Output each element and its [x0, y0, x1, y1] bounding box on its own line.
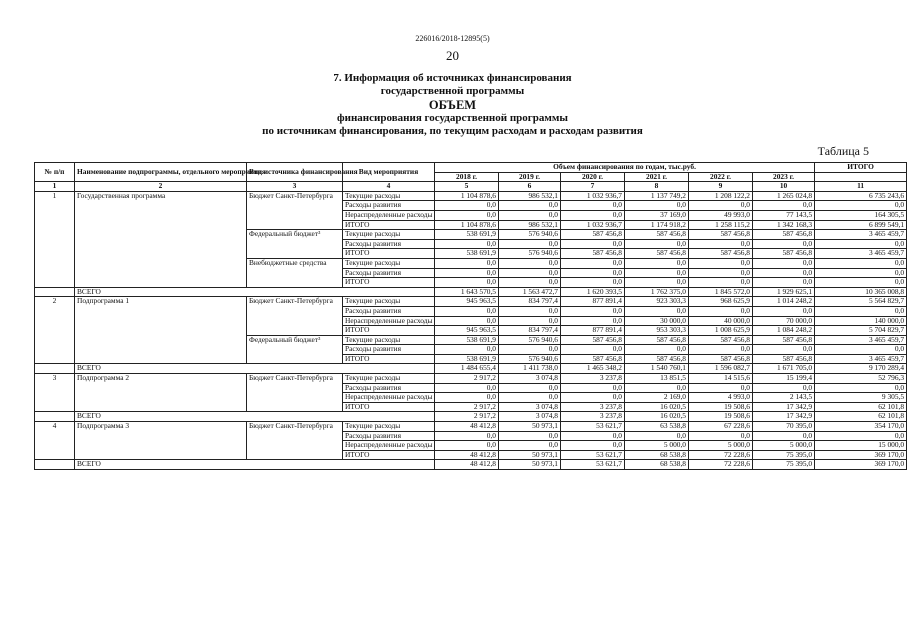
value-cell: 70 000,0 [753, 316, 815, 326]
value-cell: 0,0 [753, 431, 815, 441]
value-cell: 2 143,5 [753, 393, 815, 403]
table-row [35, 422, 907, 432]
value-cell: 0,0 [753, 258, 815, 268]
value-cell: 0,0 [753, 201, 815, 211]
value-cell: 0,0 [435, 431, 499, 441]
section-number: 4 [35, 422, 75, 460]
value-cell: 0,0 [689, 278, 753, 288]
total-value-cell: 75 395,0 [753, 460, 815, 470]
column-index-row [35, 182, 907, 192]
value-cell: 72 228,6 [689, 450, 753, 460]
value-cell: 587 456,8 [689, 354, 753, 364]
value-cell: 75 395,0 [753, 450, 815, 460]
value-cell: 1 137 749,2 [625, 191, 689, 201]
value-cell: 877 891,4 [561, 326, 625, 336]
column-index: 1 [35, 182, 75, 192]
value-cell: 14 515,6 [689, 374, 753, 384]
total-value-cell: 1 465 348,2 [561, 364, 625, 374]
value-cell: 1 008 625,9 [689, 326, 753, 336]
header-row-1 [35, 163, 907, 173]
header-year: 2019 г. [499, 172, 561, 182]
value-cell: 0,0 [689, 383, 753, 393]
header-activity: Вид мероприятия [343, 163, 435, 182]
total-value-cell: 1 596 082,7 [689, 364, 753, 374]
total-label: ВСЕГО [75, 412, 435, 422]
activity-type: Текущие расходы [343, 230, 435, 240]
value-cell: 1 032 936,7 [561, 191, 625, 201]
value-cell: 0,0 [435, 239, 499, 249]
value-cell: 834 797,4 [499, 326, 561, 336]
value-cell: 945 963,5 [435, 326, 499, 336]
value-cell: 3 074,8 [499, 374, 561, 384]
value-cell: 0,0 [625, 239, 689, 249]
header-num: № п/п [35, 163, 75, 182]
value-cell: 587 456,8 [625, 230, 689, 240]
value-cell: 70 395,0 [753, 422, 815, 432]
value-cell: 968 625,9 [689, 297, 753, 307]
value-cell: 0,0 [815, 268, 907, 278]
header-volume: Объем финансирования по годам, тыс.руб. [435, 163, 815, 173]
value-cell: 6 735 243,6 [815, 191, 907, 201]
value-cell: 0,0 [689, 306, 753, 316]
value-cell: 0,0 [561, 431, 625, 441]
value-cell: 63 538,8 [625, 422, 689, 432]
value-cell: 0,0 [625, 431, 689, 441]
value-cell: 587 456,8 [753, 354, 815, 364]
value-cell: 538 691,9 [435, 249, 499, 259]
value-cell: 0,0 [689, 258, 753, 268]
column-index: 6 [499, 182, 561, 192]
value-cell: 6 899 549,1 [815, 220, 907, 230]
total-value-cell: 50 973,1 [499, 460, 561, 470]
total-value-cell: 3 237,8 [561, 412, 625, 422]
value-cell: 0,0 [561, 393, 625, 403]
table-row [35, 297, 907, 307]
value-cell: 0,0 [689, 345, 753, 355]
value-cell: 30 000,0 [625, 316, 689, 326]
value-cell: 0,0 [689, 201, 753, 211]
value-cell: 587 456,8 [753, 230, 815, 240]
value-cell: 48 412,8 [435, 450, 499, 460]
value-cell: 0,0 [753, 268, 815, 278]
header-source: Вид источника финансирования [247, 163, 343, 182]
value-cell: 3 465 459,7 [815, 335, 907, 345]
total-value-cell: 62 101,8 [815, 412, 907, 422]
value-cell: 0,0 [499, 431, 561, 441]
value-cell: 0,0 [435, 258, 499, 268]
total-value-cell: 2 917,2 [435, 412, 499, 422]
value-cell: 0,0 [815, 278, 907, 288]
total-row [35, 460, 907, 470]
activity-type: Расходы развития [343, 306, 435, 316]
value-cell: 0,0 [815, 383, 907, 393]
section-name: Подпрограмма 2 [75, 374, 247, 412]
title-line-3: ОБЪЕМ [428, 98, 477, 112]
value-cell: 1 104 878,6 [435, 220, 499, 230]
total-value-cell: 1 540 760,1 [625, 364, 689, 374]
document-number: 226016/2018-12895(5) [415, 34, 490, 43]
value-cell: 1 104 878,6 [435, 191, 499, 201]
value-cell: 16 020,5 [625, 402, 689, 412]
value-cell: 587 456,8 [625, 249, 689, 259]
value-cell: 877 891,4 [561, 297, 625, 307]
section-name: Подпрограмма 3 [75, 422, 247, 460]
value-cell: 67 228,6 [689, 422, 753, 432]
value-cell: 0,0 [435, 316, 499, 326]
value-cell: 0,0 [561, 268, 625, 278]
activity-type: Расходы развития [343, 383, 435, 393]
value-cell: 140 000,0 [815, 316, 907, 326]
activity-type: Нераспределенные расходы [343, 393, 435, 403]
page-number: 20 [446, 48, 459, 63]
value-cell: 0,0 [561, 278, 625, 288]
header-year: 2018 г. [435, 172, 499, 182]
activity-type: Нераспределенные расходы [343, 441, 435, 451]
value-cell: 354 170,0 [815, 422, 907, 432]
value-cell: 0,0 [815, 258, 907, 268]
value-cell: 587 456,8 [625, 335, 689, 345]
total-value-cell: 72 228,6 [689, 460, 753, 470]
activity-type: Текущие расходы [343, 422, 435, 432]
funding-source: Бюджет Санкт-Петербурга [247, 422, 343, 460]
total-blank [35, 460, 75, 470]
value-cell: 1 014 248,2 [753, 297, 815, 307]
total-value-cell: 19 508,6 [689, 412, 753, 422]
activity-type: ИТОГО [343, 278, 435, 288]
value-cell: 3 465 459,7 [815, 249, 907, 259]
table-row [35, 191, 907, 201]
total-value-cell: 16 020,5 [625, 412, 689, 422]
total-value-cell: 369 170,0 [815, 460, 907, 470]
value-cell: 3 465 459,7 [815, 354, 907, 364]
value-cell: 834 797,4 [499, 297, 561, 307]
value-cell: 0,0 [625, 345, 689, 355]
value-cell: 0,0 [561, 239, 625, 249]
section-name: Подпрограмма 1 [75, 297, 247, 364]
value-cell: 0,0 [561, 258, 625, 268]
total-value-cell: 1 929 625,1 [753, 287, 815, 297]
value-cell: 17 342,9 [753, 402, 815, 412]
column-index: 5 [435, 182, 499, 192]
value-cell: 0,0 [561, 345, 625, 355]
value-cell: 538 691,9 [435, 335, 499, 345]
value-cell: 0,0 [753, 239, 815, 249]
total-value-cell: 1 620 393,5 [561, 287, 625, 297]
title-line-2: государственной программы [380, 85, 525, 97]
total-value-cell: 68 538,8 [625, 460, 689, 470]
activity-type: Текущие расходы [343, 374, 435, 384]
value-cell: 587 456,8 [561, 335, 625, 345]
header-year: 2022 г. [689, 172, 753, 182]
funding-source: Бюджет Санкт-Петербурга [247, 297, 343, 335]
value-cell: 37 169,0 [625, 210, 689, 220]
value-cell: 0,0 [625, 383, 689, 393]
activity-type: Расходы развития [343, 201, 435, 211]
value-cell: 0,0 [815, 431, 907, 441]
value-cell: 49 993,0 [689, 210, 753, 220]
value-cell: 0,0 [435, 345, 499, 355]
value-cell: 0,0 [499, 239, 561, 249]
value-cell: 53 621,7 [561, 422, 625, 432]
activity-type: Нераспределенные расходы [343, 210, 435, 220]
activity-type: Текущие расходы [343, 258, 435, 268]
value-cell: 53 621,7 [561, 450, 625, 460]
funding-source: Федеральный бюджет³ [247, 230, 343, 259]
funding-source: Бюджет Санкт-Петербурга [247, 191, 343, 229]
value-cell: 0,0 [689, 431, 753, 441]
value-cell: 576 940,6 [499, 354, 561, 364]
activity-type: Расходы развития [343, 431, 435, 441]
value-cell: 19 508,6 [689, 402, 753, 412]
value-cell: 1 174 918,2 [625, 220, 689, 230]
value-cell: 13 851,5 [625, 374, 689, 384]
value-cell: 0,0 [561, 316, 625, 326]
value-cell: 68 538,8 [625, 450, 689, 460]
value-cell: 0,0 [499, 210, 561, 220]
value-cell: 3 237,8 [561, 374, 625, 384]
value-cell: 0,0 [435, 278, 499, 288]
column-index: 8 [625, 182, 689, 192]
value-cell: 1 258 115,2 [689, 220, 753, 230]
value-cell: 0,0 [499, 316, 561, 326]
value-cell: 1 032 936,7 [561, 220, 625, 230]
total-value-cell: 1 845 572,0 [689, 287, 753, 297]
value-cell: 587 456,8 [561, 249, 625, 259]
value-cell: 0,0 [435, 383, 499, 393]
total-value-cell: 1 484 655,4 [435, 364, 499, 374]
value-cell: 0,0 [499, 345, 561, 355]
value-cell: 0,0 [561, 306, 625, 316]
value-cell: 587 456,8 [625, 354, 689, 364]
activity-type: Расходы развития [343, 268, 435, 278]
total-value-cell: 9 170 289,4 [815, 364, 907, 374]
column-index: 11 [815, 182, 907, 192]
value-cell: 50 973,1 [499, 422, 561, 432]
title-line-1: 7. Информация об источниках финансирования [333, 72, 572, 84]
table-label: Таблица 5 [817, 144, 869, 158]
financing-table [34, 162, 907, 470]
value-cell: 0,0 [499, 383, 561, 393]
total-label: ВСЕГО [75, 460, 435, 470]
title-line-5: по источникам финансирования, по текущим расходам и расходам развития [262, 125, 643, 137]
total-value-cell: 48 412,8 [435, 460, 499, 470]
section-number: 1 [35, 191, 75, 287]
value-cell: 0,0 [561, 441, 625, 451]
value-cell: 3 237,8 [561, 402, 625, 412]
column-index: 10 [753, 182, 815, 192]
value-cell: 538 691,9 [435, 230, 499, 240]
value-cell: 0,0 [499, 441, 561, 451]
value-cell: 587 456,8 [689, 335, 753, 345]
value-cell: 0,0 [625, 258, 689, 268]
total-value-cell: 1 643 570,5 [435, 287, 499, 297]
value-cell: 15 199,4 [753, 374, 815, 384]
header-total: ИТОГО [815, 163, 907, 173]
section-number: 3 [35, 374, 75, 412]
value-cell: 0,0 [435, 306, 499, 316]
total-value-cell: 17 342,9 [753, 412, 815, 422]
header-year: 2023 г. [753, 172, 815, 182]
activity-type: Нераспределенные расходы [343, 316, 435, 326]
activity-type: Расходы развития [343, 345, 435, 355]
column-index: 7 [561, 182, 625, 192]
value-cell: 0,0 [689, 268, 753, 278]
table-body [35, 191, 907, 469]
activity-type: ИТОГО [343, 249, 435, 259]
value-cell: 2 169,0 [625, 393, 689, 403]
value-cell: 2 917,2 [435, 374, 499, 384]
section-name: Государственная программа [75, 191, 247, 287]
header-year: 2020 г. [561, 172, 625, 182]
value-cell: 0,0 [815, 201, 907, 211]
value-cell: 40 000,0 [689, 316, 753, 326]
value-cell: 0,0 [435, 268, 499, 278]
value-cell: 3 465 459,7 [815, 230, 907, 240]
value-cell: 0,0 [625, 306, 689, 316]
activity-type: ИТОГО [343, 220, 435, 230]
value-cell: 576 940,6 [499, 335, 561, 345]
column-index: 4 [343, 182, 435, 192]
value-cell: 587 456,8 [561, 230, 625, 240]
value-cell: 5 704 829,7 [815, 326, 907, 336]
value-cell: 0,0 [499, 393, 561, 403]
value-cell: 0,0 [499, 201, 561, 211]
value-cell: 0,0 [435, 441, 499, 451]
value-cell: 0,0 [753, 306, 815, 316]
value-cell: 587 456,8 [689, 230, 753, 240]
activity-type: ИТОГО [343, 326, 435, 336]
value-cell: 1 342 168,3 [753, 220, 815, 230]
value-cell: 953 303,3 [625, 326, 689, 336]
value-cell: 1 265 024,8 [753, 191, 815, 201]
column-index: 3 [247, 182, 343, 192]
value-cell: 0,0 [561, 210, 625, 220]
value-cell: 587 456,8 [561, 354, 625, 364]
value-cell: 4 993,0 [689, 393, 753, 403]
activity-type: Расходы развития [343, 239, 435, 249]
value-cell: 0,0 [435, 210, 499, 220]
value-cell: 52 796,3 [815, 374, 907, 384]
total-value-cell: 1 563 472,7 [499, 287, 561, 297]
value-cell: 62 101,8 [815, 402, 907, 412]
value-cell: 576 940,6 [499, 230, 561, 240]
value-cell: 587 456,8 [753, 249, 815, 259]
value-cell: 0,0 [499, 268, 561, 278]
value-cell: 0,0 [689, 239, 753, 249]
value-cell: 0,0 [753, 383, 815, 393]
total-value-cell: 3 074,8 [499, 412, 561, 422]
total-row [35, 364, 907, 374]
activity-type: Текущие расходы [343, 335, 435, 345]
value-cell: 164 305,5 [815, 210, 907, 220]
value-cell: 48 412,8 [435, 422, 499, 432]
column-index: 2 [75, 182, 247, 192]
value-cell: 0,0 [753, 345, 815, 355]
activity-type: Текущие расходы [343, 191, 435, 201]
total-value-cell: 1 671 705,0 [753, 364, 815, 374]
header-name: Наименование подпрограммы, отдельного мероприятия [75, 163, 247, 182]
value-cell: 369 170,0 [815, 450, 907, 460]
funding-source: Внебюджетные средства [247, 258, 343, 287]
section-number: 2 [35, 297, 75, 364]
value-cell: 576 940,6 [499, 249, 561, 259]
total-label: ВСЕГО [75, 287, 435, 297]
total-value-cell: 1 411 738,0 [499, 364, 561, 374]
funding-source: Федеральный бюджет³ [247, 335, 343, 364]
value-cell: 587 456,8 [689, 249, 753, 259]
value-cell: 0,0 [625, 278, 689, 288]
value-cell: 2 917,2 [435, 402, 499, 412]
funding-source: Бюджет Санкт-Петербурга [247, 374, 343, 412]
value-cell: 986 532,1 [499, 220, 561, 230]
value-cell: 945 963,5 [435, 297, 499, 307]
value-cell: 0,0 [625, 201, 689, 211]
column-index: 9 [689, 182, 753, 192]
value-cell: 15 000,0 [815, 441, 907, 451]
document-title [0, 72, 905, 138]
activity-type: ИТОГО [343, 402, 435, 412]
value-cell: 5 000,0 [753, 441, 815, 451]
activity-type: ИТОГО [343, 450, 435, 460]
activity-type: ИТОГО [343, 354, 435, 364]
value-cell: 1 208 122,2 [689, 191, 753, 201]
total-value-cell: 1 762 375,0 [625, 287, 689, 297]
value-cell: 5 000,0 [625, 441, 689, 451]
value-cell: 0,0 [561, 201, 625, 211]
table-row [35, 374, 907, 384]
total-value-cell: 10 365 008,8 [815, 287, 907, 297]
value-cell: 0,0 [625, 268, 689, 278]
value-cell: 0,0 [499, 258, 561, 268]
value-cell: 0,0 [815, 239, 907, 249]
activity-type: Текущие расходы [343, 297, 435, 307]
value-cell: 9 305,5 [815, 393, 907, 403]
value-cell: 0,0 [815, 345, 907, 355]
value-cell: 0,0 [499, 306, 561, 316]
value-cell: 1 084 248,2 [753, 326, 815, 336]
value-cell: 0,0 [561, 383, 625, 393]
title-line-4: финансирования государственной программы [337, 112, 568, 124]
total-value-cell: 53 621,7 [561, 460, 625, 470]
value-cell: 923 303,3 [625, 297, 689, 307]
total-label: ВСЕГО [75, 364, 435, 374]
value-cell: 50 973,1 [499, 450, 561, 460]
value-cell: 0,0 [499, 278, 561, 288]
value-cell: 0,0 [435, 201, 499, 211]
value-cell: 5 000,0 [689, 441, 753, 451]
value-cell: 0,0 [815, 306, 907, 316]
value-cell: 986 532,1 [499, 191, 561, 201]
value-cell: 587 456,8 [753, 335, 815, 345]
value-cell: 0,0 [753, 278, 815, 288]
value-cell: 5 564 829,7 [815, 297, 907, 307]
value-cell: 538 691,9 [435, 354, 499, 364]
value-cell: 77 143,5 [753, 210, 815, 220]
value-cell: 0,0 [435, 393, 499, 403]
header-year: 2021 г. [625, 172, 689, 182]
value-cell: 3 074,8 [499, 402, 561, 412]
